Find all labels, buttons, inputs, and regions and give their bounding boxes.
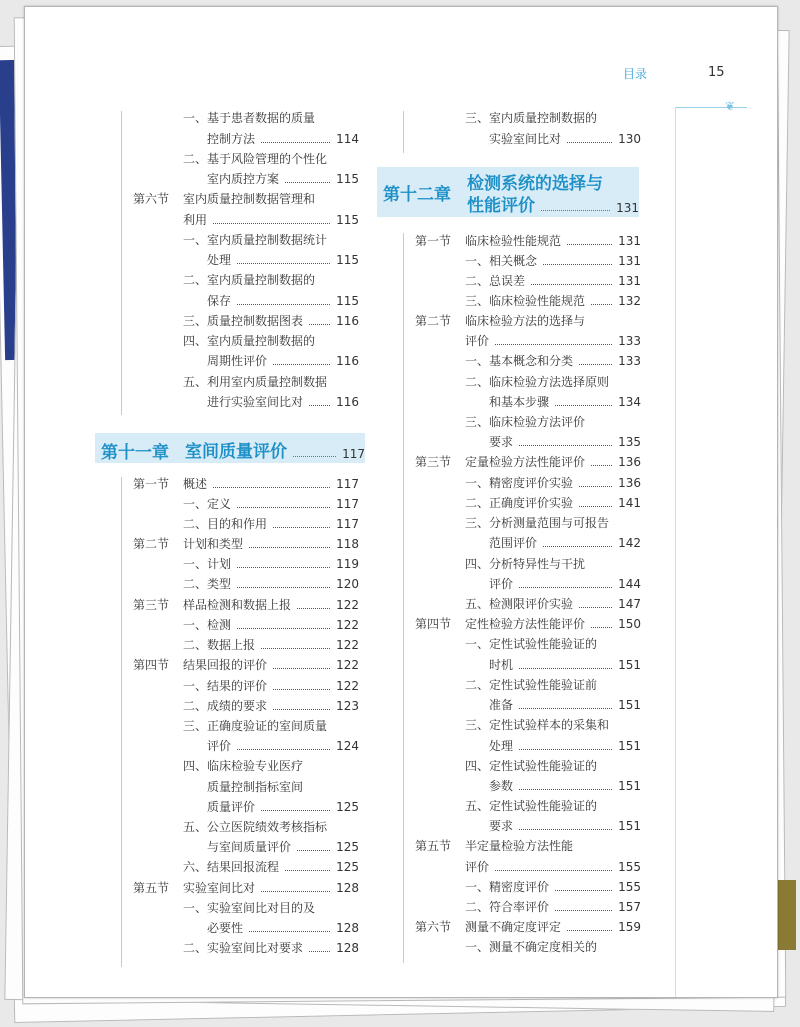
entry-title: 保存 xyxy=(207,294,232,308)
entry-page-number: 142 xyxy=(618,536,641,550)
leader-dots xyxy=(237,567,330,568)
toc-entry[interactable] xyxy=(465,758,641,774)
entry-page-number: 136 xyxy=(618,455,641,469)
leader-dots xyxy=(567,142,612,143)
entry-title: 测量不确定度评定 xyxy=(465,920,562,934)
entry-page-number: 135 xyxy=(618,435,641,449)
toc-entry[interactable] xyxy=(183,496,359,512)
leader-dots xyxy=(579,364,612,365)
leader-dots xyxy=(555,405,612,406)
chapter-heading[interactable] xyxy=(95,433,365,463)
leader-dots xyxy=(273,689,330,690)
entry-title: 室内质控方案 xyxy=(207,172,280,186)
toc-entry[interactable] xyxy=(415,454,641,470)
column-rule xyxy=(121,111,122,415)
entry-page-number: 124 xyxy=(336,739,359,753)
toc-entry[interactable] xyxy=(489,535,641,551)
chapter-title: 检测系统的选择与 xyxy=(467,174,603,194)
toc-entry[interactable] xyxy=(133,657,359,673)
leader-dots xyxy=(237,628,330,629)
entry-title: 一、结果的评价 xyxy=(183,679,268,693)
chapter-title: 性能评价 xyxy=(467,196,535,216)
entry-title: 样品检测和数据上报 xyxy=(183,598,292,612)
entry-title: 二、数据上报 xyxy=(183,638,256,652)
toc-entry[interactable] xyxy=(415,838,641,854)
entry-title: 质量控制指标室间 xyxy=(207,780,304,794)
toc-entry[interactable] xyxy=(183,859,359,875)
section-number: 第一节 xyxy=(415,234,452,248)
toc-entry[interactable] xyxy=(183,232,359,248)
entry-title: 定性检验方法性能评价 xyxy=(465,617,586,631)
toc-entry[interactable] xyxy=(133,536,359,552)
toc-entry[interactable] xyxy=(207,131,359,147)
toc-entry[interactable] xyxy=(183,333,359,349)
leader-dots xyxy=(273,709,330,710)
entry-title: 结果回报的评价 xyxy=(183,658,268,672)
entry-title: 四、室内质量控制数据的 xyxy=(183,334,316,348)
entry-page-number: 131 xyxy=(618,234,641,248)
toc-entry[interactable] xyxy=(465,374,641,390)
leader-dots xyxy=(273,668,330,669)
entry-page-number: 125 xyxy=(336,840,359,854)
entry-page-number: 157 xyxy=(618,900,641,914)
page-number: 15 xyxy=(708,65,725,80)
entry-title: 一、测量不确定度相关的 xyxy=(465,940,598,954)
entry-page-number: 116 xyxy=(336,354,359,368)
toc-entry[interactable] xyxy=(183,576,359,592)
leader-dots xyxy=(237,304,330,305)
leader-dots xyxy=(213,223,330,224)
leader-dots xyxy=(567,930,612,931)
entry-title: 一、基于患者数据的质量 xyxy=(183,111,316,125)
leader-dots xyxy=(519,708,612,709)
toc-entry[interactable] xyxy=(415,313,641,329)
entry-title: 控制方法 xyxy=(207,132,256,146)
toc-entry[interactable] xyxy=(183,516,359,532)
toc-entry[interactable] xyxy=(183,698,359,714)
margin-tick xyxy=(777,519,782,527)
toc-entry[interactable] xyxy=(465,293,641,309)
toc-entry[interactable] xyxy=(465,556,641,572)
entry-page-number: 151 xyxy=(618,739,641,753)
leader-dots xyxy=(567,244,612,245)
toc-entry[interactable] xyxy=(465,636,641,652)
leader-dots xyxy=(495,870,612,871)
entry-page-number: 117 xyxy=(336,497,359,511)
leader-dots xyxy=(237,587,330,588)
leader-dots xyxy=(519,789,612,790)
toc-entry[interactable] xyxy=(415,919,641,935)
entry-page-number: 123 xyxy=(336,699,359,713)
toc-entry[interactable] xyxy=(183,819,359,835)
leader-dots xyxy=(261,648,330,649)
section-number: 第六节 xyxy=(415,920,452,934)
entry-page-number: 133 xyxy=(618,334,641,348)
entry-page-number: 115 xyxy=(336,294,359,308)
toc-entry[interactable] xyxy=(489,576,641,592)
leader-dots xyxy=(261,142,330,143)
toc-entry[interactable] xyxy=(489,818,641,834)
leader-dots xyxy=(519,445,612,446)
entry-title: 一、定义 xyxy=(183,497,232,511)
entry-page-number: 116 xyxy=(336,314,359,328)
toc-entry[interactable] xyxy=(207,171,359,187)
toc-entry[interactable] xyxy=(465,353,641,369)
leader-dots xyxy=(495,344,612,345)
leader-dots xyxy=(285,182,330,183)
leader-dots xyxy=(555,910,612,911)
entry-title: 一、计划 xyxy=(183,557,232,571)
entry-title: 一、室内质量控制数据统计 xyxy=(183,233,328,247)
leader-dots xyxy=(591,304,612,305)
entry-title: 三、临床检验方法评价 xyxy=(465,415,586,429)
leader-dots xyxy=(543,264,612,265)
toc-entry[interactable] xyxy=(207,779,359,795)
entry-page-number: 117 xyxy=(336,517,359,531)
entry-title: 计划和类型 xyxy=(183,537,244,551)
entry-title: 必要性 xyxy=(207,921,244,935)
entry-title: 评价 xyxy=(465,334,490,348)
toc-entry[interactable] xyxy=(465,798,641,814)
leader-dots xyxy=(261,891,330,892)
column-rule xyxy=(121,477,122,967)
toc-entry[interactable] xyxy=(133,597,359,613)
toc-entry[interactable] xyxy=(489,131,641,147)
entry-page-number: 128 xyxy=(336,881,359,895)
toc-entry[interactable] xyxy=(183,110,359,126)
column-rule xyxy=(403,111,404,153)
chapter-page: 117 xyxy=(342,447,365,461)
toc-entry[interactable] xyxy=(183,272,359,288)
toc-entry[interactable] xyxy=(183,678,359,694)
entry-page-number: 122 xyxy=(336,679,359,693)
toc-entry[interactable] xyxy=(465,879,641,895)
chapter-title: 室间质量评价 xyxy=(185,442,287,462)
entry-title: 二、基于风险管理的个性化 xyxy=(183,152,328,166)
leader-dots xyxy=(519,587,612,588)
entry-page-number: 150 xyxy=(618,617,641,631)
toc-entry[interactable] xyxy=(183,940,359,956)
toc-entry[interactable] xyxy=(465,253,641,269)
chapter-heading[interactable] xyxy=(377,167,639,217)
entry-title: 五、利用室内质量控制数据 xyxy=(183,375,328,389)
entry-title: 处理 xyxy=(489,739,514,753)
leader-dots xyxy=(273,364,330,365)
toc-entry[interactable] xyxy=(207,799,359,815)
entry-page-number: 118 xyxy=(336,537,359,551)
entry-title: 要求 xyxy=(489,435,514,449)
toc-entry[interactable] xyxy=(415,616,641,632)
entry-page-number: 122 xyxy=(336,658,359,672)
entry-title: 实验室间比对 xyxy=(489,132,562,146)
entry-title: 实验室间比对 xyxy=(183,881,256,895)
entry-title: 概述 xyxy=(183,477,208,491)
entry-page-number: 115 xyxy=(336,213,359,227)
entry-page-number: 117 xyxy=(336,477,359,491)
entry-page-number: 115 xyxy=(336,172,359,186)
leader-dots xyxy=(261,810,330,811)
toc-entry[interactable] xyxy=(465,859,641,875)
running-header-title: 目录 xyxy=(623,67,648,81)
entry-page-number: 116 xyxy=(336,395,359,409)
toc-entry[interactable] xyxy=(207,839,359,855)
entry-title: 一、相关概念 xyxy=(465,254,538,268)
entry-page-number: 151 xyxy=(618,658,641,672)
toc-entry[interactable] xyxy=(207,738,359,754)
entry-title: 三、分析测量范围与可报告 xyxy=(465,516,610,530)
section-number: 第四节 xyxy=(415,617,452,631)
toc-entry[interactable] xyxy=(183,718,359,734)
leader-dots xyxy=(297,608,330,609)
entry-title: 利用 xyxy=(183,213,208,227)
entry-title: 一、检测 xyxy=(183,618,232,632)
toc-entry[interactable] xyxy=(489,778,641,794)
entry-title: 四、定性试验性能验证的 xyxy=(465,759,598,773)
entry-title: 范围评价 xyxy=(489,536,538,550)
toc-entry[interactable] xyxy=(207,394,359,410)
entry-title: 评价 xyxy=(489,577,514,591)
toc-entry[interactable] xyxy=(183,212,359,228)
leader-dots xyxy=(249,931,330,932)
entry-title: 一、精密度评价实验 xyxy=(465,476,574,490)
entry-title: 与室间质量评价 xyxy=(207,840,292,854)
entry-page-number: 159 xyxy=(618,920,641,934)
entry-title: 进行实验室间比对 xyxy=(207,395,304,409)
toc-entry[interactable] xyxy=(133,880,359,896)
entry-page-number: 151 xyxy=(618,779,641,793)
entry-page-number: 131 xyxy=(618,274,641,288)
leader-dots xyxy=(297,850,330,851)
toc-entry[interactable] xyxy=(489,434,641,450)
entry-page-number: 133 xyxy=(618,354,641,368)
entry-title: 二、符合率评价 xyxy=(465,900,550,914)
leader-dots xyxy=(579,607,612,608)
entry-page-number: 120 xyxy=(336,577,359,591)
toc-entry[interactable] xyxy=(415,233,641,249)
toc-entry[interactable] xyxy=(465,273,641,289)
entry-title: 六、结果回报流程 xyxy=(183,860,280,874)
toc-entry[interactable] xyxy=(133,191,359,207)
entry-page-number: 144 xyxy=(618,577,641,591)
leader-dots xyxy=(309,405,330,406)
entry-page-number: 122 xyxy=(336,598,359,612)
leader-dots xyxy=(237,263,330,264)
toc-entry[interactable] xyxy=(465,414,641,430)
entry-title: 二、正确度评价实验 xyxy=(465,496,574,510)
entry-title: 定量检验方法性能评价 xyxy=(465,455,586,469)
toc-entry[interactable] xyxy=(489,697,641,713)
leader-dots xyxy=(591,465,612,466)
chapter-page: 131 xyxy=(616,201,639,215)
toc-entry[interactable] xyxy=(489,657,641,673)
leader-dots xyxy=(285,870,330,871)
toc-entry[interactable] xyxy=(183,637,359,653)
entry-title: 评价 xyxy=(465,860,490,874)
entry-title: 三、质量控制数据图表 xyxy=(183,314,304,328)
section-number: 第三节 xyxy=(133,598,170,612)
entry-title: 四、临床检验专业医疗 xyxy=(183,759,304,773)
toc-entry[interactable] xyxy=(207,920,359,936)
entry-title: 二、实验室间比对要求 xyxy=(183,941,304,955)
entry-title: 室内质量控制数据管理和 xyxy=(183,192,316,206)
entry-page-number: 119 xyxy=(336,557,359,571)
toc-entry[interactable] xyxy=(465,333,641,349)
section-number: 第二节 xyxy=(133,537,170,551)
entry-title: 半定量检验方法性能 xyxy=(465,839,574,853)
toc-entry[interactable] xyxy=(465,110,641,126)
leader-dots xyxy=(519,829,612,830)
entry-title: 五、定性试验性能验证的 xyxy=(465,799,598,813)
toc-entry[interactable] xyxy=(183,374,359,390)
leader-dots xyxy=(531,284,612,285)
section-number: 第三节 xyxy=(415,455,452,469)
entry-title: 二、成绩的要求 xyxy=(183,699,268,713)
toc-entry[interactable] xyxy=(207,353,359,369)
entry-title: 一、基本概念和分类 xyxy=(465,354,574,368)
entry-title: 要求 xyxy=(489,819,514,833)
entry-page-number: 131 xyxy=(618,254,641,268)
section-number: 第五节 xyxy=(133,881,170,895)
entry-page-number: 128 xyxy=(336,921,359,935)
section-number: 第二节 xyxy=(415,314,452,328)
entry-page-number: 122 xyxy=(336,618,359,632)
leader-dots xyxy=(543,546,612,547)
leader-dots xyxy=(309,951,330,952)
entry-title: 临床检验方法的选择与 xyxy=(465,314,586,328)
entry-title: 临床检验性能规范 xyxy=(465,234,562,248)
toc-entry[interactable] xyxy=(465,939,641,955)
entry-title: 评价 xyxy=(207,739,232,753)
margin-decoration-line xyxy=(675,107,676,997)
toc-entry[interactable] xyxy=(465,515,641,531)
toc-entry[interactable] xyxy=(465,717,641,733)
leader-dots xyxy=(237,507,330,508)
toc-entry[interactable] xyxy=(489,394,641,410)
entry-title: 二、定性试验性能验证前 xyxy=(465,678,598,692)
entry-title: 五、公立医院绩效考核指标 xyxy=(183,820,328,834)
leader-dots xyxy=(591,627,612,628)
entry-page-number: 115 xyxy=(336,253,359,267)
entry-page-number: 122 xyxy=(336,638,359,652)
section-number: 第一节 xyxy=(133,477,170,491)
entry-title: 和基本步骤 xyxy=(489,395,550,409)
entry-title: 三、定性试验样本的采集和 xyxy=(465,718,610,732)
leader-dots xyxy=(555,890,612,891)
leader-dots xyxy=(519,749,612,750)
entry-title: 五、检测限评价实验 xyxy=(465,597,574,611)
entry-title: 二、目的和作用 xyxy=(183,517,268,531)
toc-entry[interactable] xyxy=(465,899,641,915)
entry-title: 周期性评价 xyxy=(207,354,268,368)
leader-dots xyxy=(309,324,330,325)
leader-dots xyxy=(293,456,336,457)
leader-dots xyxy=(273,527,330,528)
leader-dots xyxy=(579,486,612,487)
entry-page-number: 147 xyxy=(618,597,641,611)
toc-entry[interactable] xyxy=(465,475,641,491)
entry-title: 时机 xyxy=(489,658,514,672)
entry-page-number: 130 xyxy=(618,132,641,146)
entry-title: 二、总误差 xyxy=(465,274,526,288)
toc-entry[interactable] xyxy=(465,495,641,511)
entry-title: 二、临床检验方法选择原则 xyxy=(465,375,610,389)
section-number: 第五节 xyxy=(415,839,452,853)
toc-entry[interactable] xyxy=(183,151,359,167)
toc-entry[interactable] xyxy=(183,617,359,633)
entry-page-number: 155 xyxy=(618,880,641,894)
toc-entry[interactable] xyxy=(183,900,359,916)
entry-page-number: 128 xyxy=(336,941,359,955)
entry-page-number: 155 xyxy=(618,860,641,874)
header-decoration-line xyxy=(675,107,747,108)
leaf-ornament-icon: ❦ xyxy=(725,99,736,113)
entry-title: 一、精密度评价 xyxy=(465,880,550,894)
column-rule xyxy=(403,233,404,963)
toc-entry[interactable] xyxy=(465,677,641,693)
leader-dots xyxy=(249,547,330,548)
section-number: 第六节 xyxy=(133,192,170,206)
entry-title: 三、室内质量控制数据的 xyxy=(465,111,598,125)
entry-page-number: 134 xyxy=(618,395,641,409)
toc-entry[interactable] xyxy=(207,293,359,309)
toc-entry[interactable] xyxy=(183,556,359,572)
toc-page xyxy=(24,6,778,998)
entry-page-number: 132 xyxy=(618,294,641,308)
entry-title: 三、正确度验证的室间质量 xyxy=(183,719,328,733)
toc-entry[interactable] xyxy=(183,758,359,774)
leader-dots xyxy=(519,668,612,669)
leader-dots xyxy=(213,487,330,488)
entry-page-number: 151 xyxy=(618,698,641,712)
entry-page-number: 114 xyxy=(336,132,359,146)
entry-title: 处理 xyxy=(207,253,232,267)
entry-title: 准备 xyxy=(489,698,514,712)
section-number: 第四节 xyxy=(133,658,170,672)
toc-entry[interactable] xyxy=(465,596,641,612)
leader-dots xyxy=(541,210,610,211)
leader-dots xyxy=(237,749,330,750)
entry-page-number: 141 xyxy=(618,496,641,510)
entry-title: 质量评价 xyxy=(207,800,256,814)
entry-title: 三、临床检验性能规范 xyxy=(465,294,586,308)
chapter-number: 第十一章 xyxy=(101,443,169,463)
entry-page-number: 151 xyxy=(618,819,641,833)
entry-page-number: 136 xyxy=(618,476,641,490)
entry-title: 二、室内质量控制数据的 xyxy=(183,273,316,287)
toc-entry[interactable] xyxy=(207,252,359,268)
toc-entry[interactable] xyxy=(489,738,641,754)
entry-page-number: 125 xyxy=(336,800,359,814)
entry-title: 一、实验室间比对目的及 xyxy=(183,901,316,915)
toc-entry[interactable] xyxy=(183,313,359,329)
toc-entry[interactable] xyxy=(133,476,359,492)
entry-title: 二、类型 xyxy=(183,577,232,591)
entry-title: 参数 xyxy=(489,779,514,793)
entry-title: 一、定性试验性能验证的 xyxy=(465,637,598,651)
leader-dots xyxy=(579,506,612,507)
chapter-number: 第十二章 xyxy=(383,184,451,205)
entry-page-number: 125 xyxy=(336,860,359,874)
entry-title: 四、分析特异性与干扰 xyxy=(465,557,586,571)
